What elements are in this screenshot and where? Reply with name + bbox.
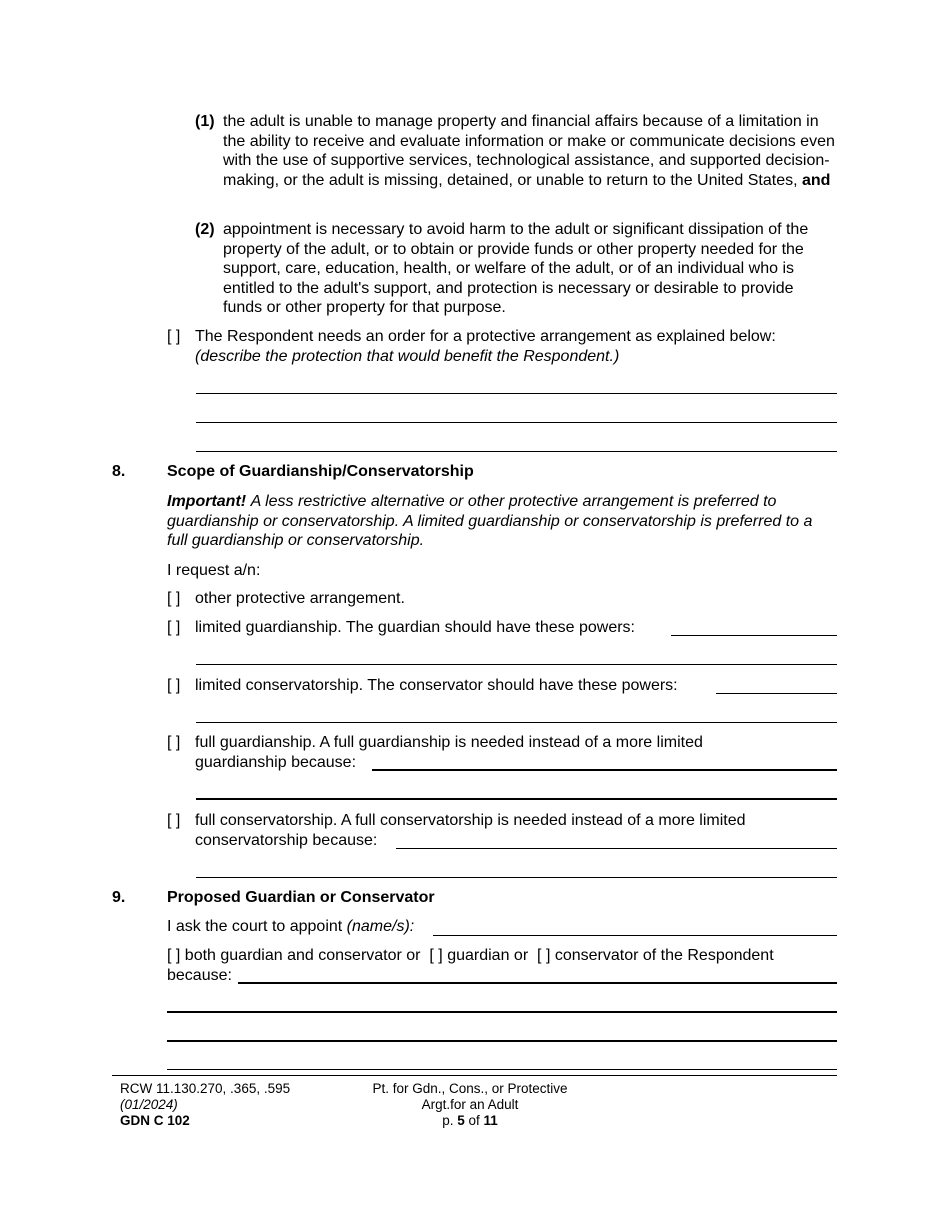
fill-line[interactable] xyxy=(671,635,837,636)
name-fill-line[interactable] xyxy=(433,935,837,936)
section-9-number: 9. xyxy=(112,889,126,906)
role-choice xyxy=(167,946,837,985)
page-current: 5 xyxy=(457,1113,465,1128)
fill-line[interactable] xyxy=(167,1069,837,1070)
checkbox[interactable]: [ ] xyxy=(167,734,181,751)
footer-divider xyxy=(112,1075,837,1076)
page-number xyxy=(350,1113,590,1129)
page-of: of xyxy=(468,1113,480,1128)
choice-text: guardian or xyxy=(447,947,529,964)
request-label: I request a/n: xyxy=(167,562,261,579)
option-other-protective xyxy=(167,589,838,609)
choice-text: both guardian and conservator or xyxy=(184,947,421,964)
fill-line[interactable] xyxy=(196,451,837,452)
fill-line[interactable] xyxy=(196,877,837,878)
item-text: the adult is unable to manage property and financial affairs because of a limitation in the ability to receive and evaluate information or make or communicate decisions even with the use of supportive services, technological assistance, and supported decision-making, or the adult is missing, detained, or unable to return to the United States, xyxy=(223,113,835,189)
option-text: full guardianship. A full guardianship is needed instead of a more limited xyxy=(195,734,703,751)
fill-line[interactable] xyxy=(196,798,837,800)
fill-line[interactable] xyxy=(196,722,837,723)
appoint-hint: (name/s): xyxy=(346,918,415,935)
option-text: other protective arrangement. xyxy=(195,590,405,607)
checkbox[interactable]: [ ] xyxy=(167,328,181,345)
appoint-label: I ask the court to appoint xyxy=(167,918,343,935)
checkbox[interactable]: [ ] xyxy=(429,947,443,964)
fill-line[interactable] xyxy=(716,693,837,694)
choice-text: conservator of the Respondent xyxy=(554,947,774,964)
option-text: conservatorship because: xyxy=(195,831,378,849)
option-text: The Respondent needs an order for a protective arrangement as explained below: xyxy=(195,328,776,345)
footer-form-id: GDN C 102 xyxy=(120,1113,190,1128)
footer-date: (01/2024) xyxy=(120,1097,178,1112)
important-note xyxy=(167,492,837,551)
item-number: (1) xyxy=(195,113,215,130)
item-suffix: and xyxy=(802,171,831,189)
checkbox[interactable]: [ ] xyxy=(167,947,181,964)
protective-arrangement-option xyxy=(167,327,838,366)
checkbox[interactable]: [ ] xyxy=(167,812,181,829)
option-text: full conservatorship. A full conservatorship is needed instead of a more limited xyxy=(195,812,746,829)
section-9-title: Proposed Guardian or Conservator xyxy=(167,889,435,906)
option-text: guardianship because: xyxy=(195,753,357,771)
fill-line[interactable] xyxy=(372,769,837,771)
section-8-title: Scope of Guardianship/Conservatorship xyxy=(167,463,474,480)
fill-line[interactable] xyxy=(167,1011,837,1013)
option-full-conservatorship xyxy=(167,811,838,850)
item-text: appointment is necessary to avoid harm to the adult or significant dissipation of the property of the adult, or to obtain or provide funds or other property needed for the support, care, education, health, or welfare of the adult, or of an individual who is entitled to the adult's support, and protection is necessary or desirable to provide funds or other property for that purpose. xyxy=(223,221,809,317)
item-number: (2) xyxy=(195,221,215,238)
checkbox[interactable]: [ ] xyxy=(167,590,181,607)
fill-line[interactable] xyxy=(196,664,837,665)
important-text: A less restrictive alternative or other protective arrangement is preferred to guardianship or conservatorship. A limited guardianship or conservatorship is preferred to a full guardianship or conservatorship. xyxy=(167,493,813,550)
appoint-request xyxy=(167,917,837,937)
checkbox[interactable]: [ ] xyxy=(167,619,181,636)
footer-title-line1: Pt. for Gdn., Cons., or Protective xyxy=(372,1081,568,1096)
criteria-item-2 xyxy=(195,220,835,318)
option-full-guardianship xyxy=(167,733,838,772)
page-prefix: p. xyxy=(442,1113,454,1128)
fill-line[interactable] xyxy=(167,1040,837,1042)
option-text: limited guardianship. The guardian should have these powers: xyxy=(195,619,635,636)
because-label: because: xyxy=(167,966,232,984)
checkbox[interactable]: [ ] xyxy=(537,947,551,964)
fill-line[interactable] xyxy=(238,982,837,984)
fill-line[interactable] xyxy=(396,848,837,849)
footer-rcw: RCW 11.130.270, .365, .595 xyxy=(120,1081,291,1096)
criteria-item-1 xyxy=(195,112,835,190)
page-total: 11 xyxy=(483,1113,498,1128)
section-8-number: 8. xyxy=(112,463,126,480)
option-hint: (describe the protection that would benefit the Respondent.) xyxy=(195,347,620,365)
fill-line[interactable] xyxy=(196,422,837,423)
checkbox[interactable]: [ ] xyxy=(167,677,181,694)
important-label: Important! xyxy=(167,493,247,510)
footer-left xyxy=(120,1081,290,1129)
footer-center xyxy=(350,1081,590,1129)
option-text: limited conservatorship. The conservator should have these powers: xyxy=(195,677,678,694)
fill-line[interactable] xyxy=(196,393,837,394)
footer-title-line2: Argt.for an Adult xyxy=(421,1097,519,1112)
